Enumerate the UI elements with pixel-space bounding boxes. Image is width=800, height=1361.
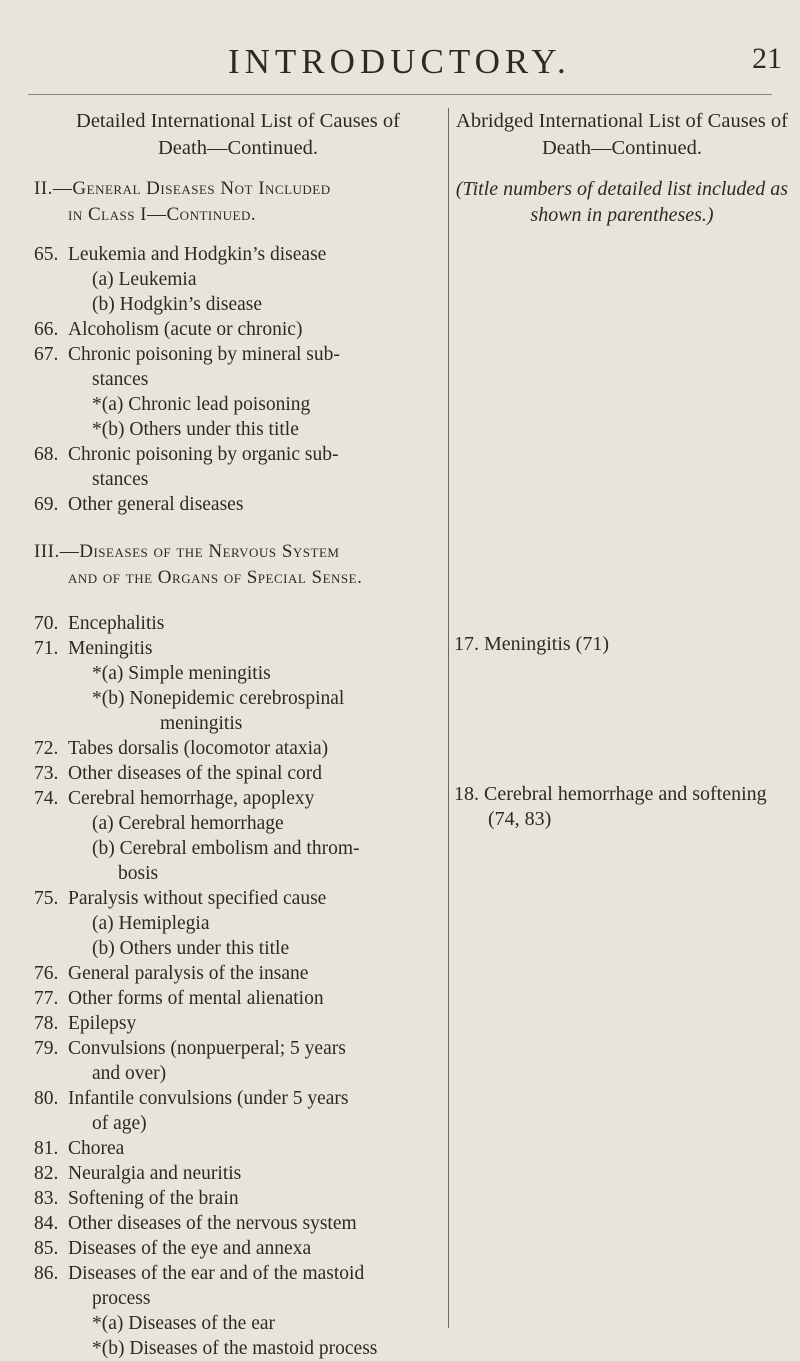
section-ii-line1: II.—General Diseases Not Included — [34, 178, 331, 199]
running-title: INTRODUCTORY. — [228, 42, 571, 81]
list-item — [34, 1161, 442, 1186]
entry-text: *(a) Chronic lead poisoning — [92, 394, 311, 415]
abridged-entry-17 — [454, 632, 609, 657]
list-item — [34, 1111, 442, 1136]
entry-text: stances — [92, 469, 149, 490]
list-item — [34, 367, 442, 392]
list-item — [34, 1136, 442, 1161]
entry-text: Chronic poisoning by mineral sub- — [68, 344, 340, 365]
detailed-list-heading — [34, 108, 442, 162]
list-item — [34, 292, 442, 317]
entry-number: 78. — [34, 1013, 59, 1034]
entry-text: Other general diseases — [68, 494, 244, 515]
entry-text: stances — [92, 369, 149, 390]
entry-number: 71. — [34, 638, 59, 659]
list-item — [34, 861, 442, 886]
list-item — [34, 442, 442, 467]
list-item — [34, 786, 442, 811]
list-item — [34, 1211, 442, 1236]
entry-text: Alcoholism (acute or chronic) — [68, 319, 303, 340]
list-item — [34, 1311, 442, 1336]
entry-text: Diseases of the ear and of the mastoid — [68, 1263, 365, 1284]
entry-text: meningitis — [160, 713, 243, 734]
list-item — [34, 761, 442, 786]
list-item — [34, 636, 442, 661]
section-iii-title — [34, 539, 442, 591]
section-iii-line1: III.—Diseases of the Nervous System — [34, 541, 340, 562]
list-item — [34, 317, 442, 342]
entry-text: Tabes dorsalis (locomotor ataxia) — [68, 738, 329, 759]
list-item — [34, 961, 442, 986]
list-item — [34, 1336, 442, 1361]
list-item — [34, 611, 442, 636]
entry-text: and over) — [92, 1063, 167, 1084]
list-item — [34, 886, 442, 911]
entry-number: 65. — [34, 244, 59, 265]
entry-text: Infantile convulsions (under 5 years — [68, 1088, 349, 1109]
entry-number: 83. — [34, 1188, 59, 1209]
section-ii-line2: in Class I—Continued. — [68, 204, 257, 225]
list-item — [34, 1186, 442, 1211]
list-item — [34, 1236, 442, 1261]
detailed-list-column — [34, 108, 442, 1361]
entry-text: *(a) Simple meningitis — [92, 663, 271, 684]
entry-text: *(b) Diseases of the mastoid process — [92, 1338, 378, 1359]
entry-number: 80. — [34, 1088, 59, 1109]
entry-text: (b) Others under this title — [92, 938, 290, 959]
list-item — [34, 911, 442, 936]
entry-number: 74. — [34, 788, 59, 809]
list-item — [34, 267, 442, 292]
entry-text: Softening of the brain — [68, 1188, 239, 1209]
entry-number: 82. — [34, 1163, 59, 1184]
parentheses-note — [454, 176, 790, 228]
abridged-entry-18 — [454, 782, 767, 832]
entry-text: 17. Meningitis (71) — [454, 633, 609, 655]
entry-number: 86. — [34, 1263, 59, 1284]
entry-text: Paralysis without specified cause — [68, 888, 327, 909]
list-item — [34, 242, 442, 267]
entry-number: 72. — [34, 738, 59, 759]
entry-number: 73. — [34, 763, 59, 784]
entry-number: 79. — [34, 1038, 59, 1059]
entry-text: bosis — [118, 863, 159, 884]
list-item — [34, 986, 442, 1011]
entry-number: 67. — [34, 344, 59, 365]
entry-text: Convulsions (nonpuerperal; 5 years — [68, 1038, 346, 1059]
entry-text: Epilepsy — [68, 1013, 137, 1034]
list-item — [34, 1086, 442, 1111]
entry-text: Other diseases of the nervous system — [68, 1213, 357, 1234]
entry-text: Chronic poisoning by organic sub- — [68, 444, 339, 465]
detailed-heading-line2: Death—Continued. — [158, 137, 318, 159]
entry-text: Encephalitis — [68, 613, 165, 634]
list-item — [34, 1286, 442, 1311]
list-item — [34, 1036, 442, 1061]
list-item — [34, 392, 442, 417]
entry-text: Meningitis — [68, 638, 153, 659]
section-iii-entries — [34, 611, 442, 1361]
page-number: 21 — [752, 42, 782, 75]
entry-text: 18. Cerebral hemorrhage and softening — [454, 783, 767, 805]
column-divider — [448, 108, 449, 1328]
section-ii-title — [34, 176, 442, 228]
entry-text: General paralysis of the insane — [68, 963, 309, 984]
entry-text: *(a) Diseases of the ear — [92, 1313, 275, 1334]
entry-number: 68. — [34, 444, 59, 465]
list-item — [34, 661, 442, 686]
entry-text-continued: (74, 83) — [488, 808, 552, 830]
entry-text: of age) — [92, 1113, 147, 1134]
entry-text: *(b) Others under this title — [92, 419, 299, 440]
entry-number: 85. — [34, 1238, 59, 1259]
list-item — [34, 1011, 442, 1036]
list-item — [34, 836, 442, 861]
entry-text: (a) Cerebral hemorrhage — [92, 813, 284, 834]
list-item — [34, 1261, 442, 1286]
entry-text: Other forms of mental alienation — [68, 988, 324, 1009]
entry-number: 81. — [34, 1138, 59, 1159]
abridged-heading-line2: Death—Continued. — [542, 137, 702, 159]
entry-number: 69. — [34, 494, 59, 515]
list-item — [34, 342, 442, 367]
entry-text: (b) Cerebral embolism and throm- — [92, 838, 360, 859]
section-ii-entries — [34, 242, 442, 517]
page-header — [0, 0, 800, 98]
entry-text: Diseases of the eye and annexa — [68, 1238, 312, 1259]
entry-text: Neuralgia and neuritis — [68, 1163, 242, 1184]
entry-number: 70. — [34, 613, 59, 634]
entry-text: (b) Hodgkin’s disease — [92, 294, 263, 315]
abridged-heading-line1: Abridged International List of Causes of — [456, 110, 788, 132]
abridged-list-column — [454, 108, 790, 830]
entry-text: Other diseases of the spinal cord — [68, 763, 322, 784]
entry-text: Chorea — [68, 1138, 125, 1159]
section-iii-line2: and of the Organs of Special Sense. — [68, 567, 363, 588]
entry-number: 76. — [34, 963, 59, 984]
list-item — [34, 467, 442, 492]
entry-text: (a) Hemiplegia — [92, 913, 210, 934]
list-item — [34, 811, 442, 836]
entry-number: 75. — [34, 888, 59, 909]
list-item — [34, 492, 442, 517]
list-item — [34, 936, 442, 961]
list-item — [34, 417, 442, 442]
list-item — [34, 711, 442, 736]
entry-text: *(b) Nonepidemic cerebrospinal — [92, 688, 345, 709]
note-line1: (Title numbers of detailed list included as — [455, 178, 789, 200]
entry-number: 77. — [34, 988, 59, 1009]
list-item — [34, 686, 442, 711]
entry-text: Cerebral hemorrhage, apoplexy — [68, 788, 315, 809]
list-item — [34, 1061, 442, 1086]
entry-text: (a) Leukemia — [92, 269, 197, 290]
detailed-heading-line1: Detailed International List of Causes of — [76, 110, 400, 132]
list-item — [34, 736, 442, 761]
abridged-list-heading — [454, 108, 790, 162]
entry-number: 84. — [34, 1213, 59, 1234]
note-line2: shown in parentheses.) — [530, 204, 714, 226]
header-rule — [28, 94, 772, 95]
entry-text: Leukemia and Hodgkin’s disease — [68, 244, 327, 265]
entry-text: process — [92, 1288, 151, 1309]
entry-number: 66. — [34, 319, 59, 340]
